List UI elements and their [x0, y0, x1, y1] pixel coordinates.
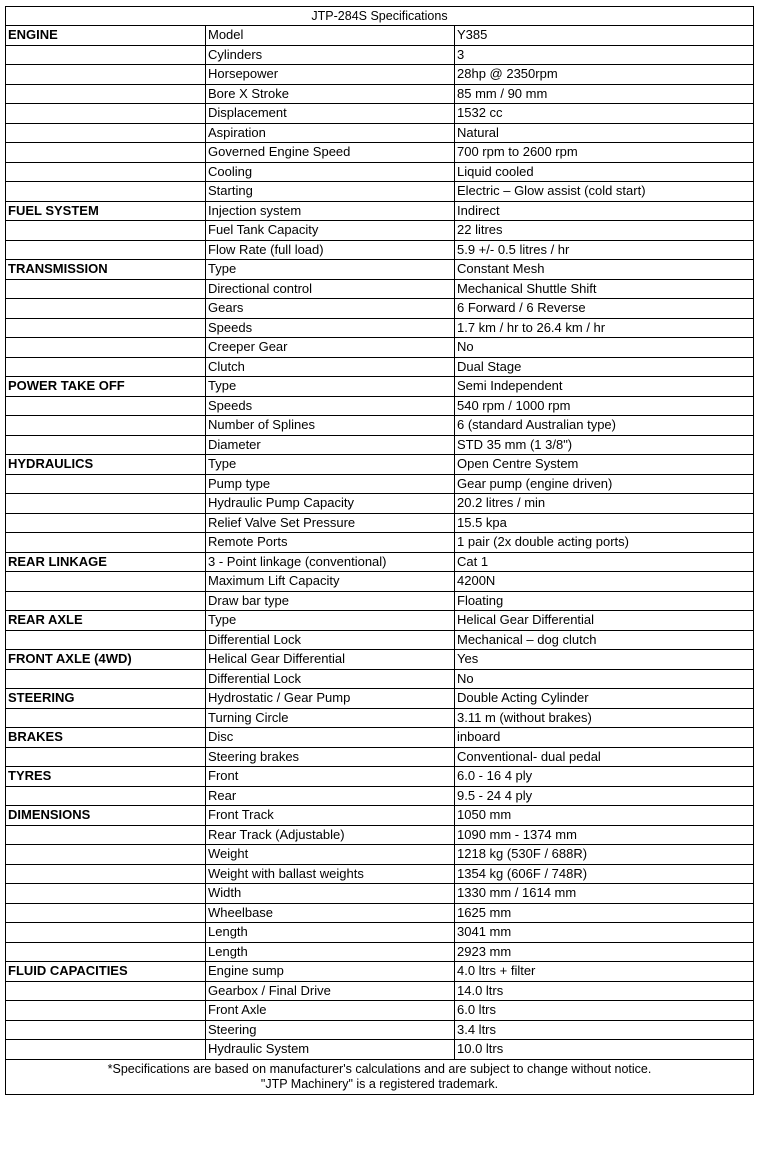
category-cell-empty	[6, 474, 206, 494]
spec-label: Gearbox / Final Drive	[206, 981, 455, 1001]
spec-label: Wheelbase	[206, 903, 455, 923]
category-cell-empty	[6, 747, 206, 767]
spec-label: Pump type	[206, 474, 455, 494]
spec-value: Double Acting Cylinder	[455, 689, 754, 709]
spec-value: 9.5 - 24 4 ply	[455, 786, 754, 806]
spec-value: 5.9 +/- 0.5 litres / hr	[455, 240, 754, 260]
spec-label: Differential Lock	[206, 630, 455, 650]
category-cell-empty	[6, 533, 206, 553]
spec-row	[6, 1040, 754, 1060]
spec-value: 3041 mm	[455, 923, 754, 943]
category-label: HYDRAULICS	[6, 455, 206, 475]
spec-row	[6, 962, 754, 982]
spec-label: 3 - Point linkage (conventional)	[206, 552, 455, 572]
spec-row	[6, 182, 754, 202]
category-label: TRANSMISSION	[6, 260, 206, 280]
category-cell-empty	[6, 240, 206, 260]
spec-row	[6, 591, 754, 611]
spec-value: 700 rpm to 2600 rpm	[455, 143, 754, 163]
spec-row	[6, 65, 754, 85]
spec-value: 2923 mm	[455, 942, 754, 962]
spec-label: Horsepower	[206, 65, 455, 85]
category-cell-empty	[6, 864, 206, 884]
category-cell-empty	[6, 1020, 206, 1040]
spec-row	[6, 396, 754, 416]
category-cell-empty	[6, 942, 206, 962]
spec-label: Steering brakes	[206, 747, 455, 767]
spec-value: Y385	[455, 26, 754, 46]
spec-row	[6, 552, 754, 572]
category-label: FRONT AXLE (4WD)	[6, 650, 206, 670]
spec-value: Mechanical – dog clutch	[455, 630, 754, 650]
spec-row	[6, 923, 754, 943]
spec-label: Weight with ballast weights	[206, 864, 455, 884]
footnote	[6, 1059, 754, 1094]
spec-label: Speeds	[206, 318, 455, 338]
spec-row	[6, 650, 754, 670]
spec-row	[6, 669, 754, 689]
spec-value: 1.7 km / hr to 26.4 km / hr	[455, 318, 754, 338]
spec-value: 14.0 ltrs	[455, 981, 754, 1001]
spec-row	[6, 221, 754, 241]
spec-label: Aspiration	[206, 123, 455, 143]
category-cell-empty	[6, 786, 206, 806]
spec-value: 6.0 ltrs	[455, 1001, 754, 1021]
spec-label: Draw bar type	[206, 591, 455, 611]
spec-value: 1330 mm / 1614 mm	[455, 884, 754, 904]
spec-row	[6, 728, 754, 748]
category-cell-empty	[6, 357, 206, 377]
category-cell-empty	[6, 1040, 206, 1060]
category-cell-empty	[6, 884, 206, 904]
spec-label: Steering	[206, 1020, 455, 1040]
category-cell-empty	[6, 903, 206, 923]
spec-row	[6, 806, 754, 826]
spec-value: Helical Gear Differential	[455, 611, 754, 631]
spec-label: Type	[206, 377, 455, 397]
spec-label: Type	[206, 611, 455, 631]
spec-label: Displacement	[206, 104, 455, 124]
spec-value: Floating	[455, 591, 754, 611]
spec-table	[5, 6, 754, 1095]
category-cell-empty	[6, 923, 206, 943]
category-cell-empty	[6, 708, 206, 728]
spec-label: Fuel Tank Capacity	[206, 221, 455, 241]
category-label: ENGINE	[6, 26, 206, 46]
spec-row	[6, 84, 754, 104]
spec-value: 4200N	[455, 572, 754, 592]
spec-label: Clutch	[206, 357, 455, 377]
spec-value: inboard	[455, 728, 754, 748]
category-cell-empty	[6, 416, 206, 436]
spec-label: Weight	[206, 845, 455, 865]
spec-row	[6, 416, 754, 436]
spec-label: Creeper Gear	[206, 338, 455, 358]
spec-row	[6, 767, 754, 787]
category-cell-empty	[6, 104, 206, 124]
category-cell-empty	[6, 279, 206, 299]
spec-row	[6, 104, 754, 124]
spec-value: Natural	[455, 123, 754, 143]
spec-value: 3	[455, 45, 754, 65]
spec-row	[6, 299, 754, 319]
category-label: STEERING	[6, 689, 206, 709]
spec-label: Differential Lock	[206, 669, 455, 689]
spec-label: Front	[206, 767, 455, 787]
category-cell-empty	[6, 825, 206, 845]
spec-sheet	[5, 6, 754, 1095]
spec-row	[6, 474, 754, 494]
spec-value: 22 litres	[455, 221, 754, 241]
spec-row	[6, 201, 754, 221]
category-cell-empty	[6, 435, 206, 455]
spec-value: Dual Stage	[455, 357, 754, 377]
spec-label: Number of Splines	[206, 416, 455, 436]
category-cell-empty	[6, 123, 206, 143]
spec-label: Front Axle	[206, 1001, 455, 1021]
spec-value: STD 35 mm (1 3/8")	[455, 435, 754, 455]
spec-row	[6, 1020, 754, 1040]
spec-value: 1 pair (2x double acting ports)	[455, 533, 754, 553]
category-cell-empty	[6, 318, 206, 338]
category-cell-empty	[6, 981, 206, 1001]
spec-row	[6, 45, 754, 65]
spec-label: Width	[206, 884, 455, 904]
spec-row	[6, 143, 754, 163]
category-cell-empty	[6, 630, 206, 650]
footnote-disclaimer: *Specifications are based on manufacturer's calculations and are subject to change without notice.	[107, 1061, 652, 1076]
category-label: BRAKES	[6, 728, 206, 748]
spec-value: 6.0 - 16 4 ply	[455, 767, 754, 787]
spec-value: 1532 cc	[455, 104, 754, 124]
spec-value: Semi Independent	[455, 377, 754, 397]
spec-label: Type	[206, 455, 455, 475]
spec-label: Hydrostatic / Gear Pump	[206, 689, 455, 709]
category-cell-empty	[6, 65, 206, 85]
spec-row	[6, 533, 754, 553]
spec-value: 1354 kg (606F / 748R)	[455, 864, 754, 884]
spec-label: Starting	[206, 182, 455, 202]
spec-value: Cat 1	[455, 552, 754, 572]
spec-value: Electric – Glow assist (cold start)	[455, 182, 754, 202]
spec-row	[6, 260, 754, 280]
category-cell-empty	[6, 84, 206, 104]
category-cell-empty	[6, 162, 206, 182]
spec-label: Governed Engine Speed	[206, 143, 455, 163]
category-cell-empty	[6, 572, 206, 592]
spec-value: 4.0 ltrs + filter	[455, 962, 754, 982]
spec-label: Type	[206, 260, 455, 280]
spec-row	[6, 689, 754, 709]
spec-row	[6, 630, 754, 650]
spec-label: Model	[206, 26, 455, 46]
category-cell-empty	[6, 513, 206, 533]
category-cell-empty	[6, 1001, 206, 1021]
category-label: REAR AXLE	[6, 611, 206, 631]
spec-row	[6, 338, 754, 358]
spec-value: No	[455, 669, 754, 689]
spec-label: Hydraulic Pump Capacity	[206, 494, 455, 514]
spec-value: 1090 mm - 1374 mm	[455, 825, 754, 845]
spec-value: 1625 mm	[455, 903, 754, 923]
spec-label: Turning Circle	[206, 708, 455, 728]
spec-row	[6, 513, 754, 533]
spec-label: Length	[206, 942, 455, 962]
spec-label: Injection system	[206, 201, 455, 221]
spec-row	[6, 26, 754, 46]
category-cell-empty	[6, 143, 206, 163]
spec-row	[6, 572, 754, 592]
spec-row	[6, 845, 754, 865]
category-cell-empty	[6, 845, 206, 865]
category-cell-empty	[6, 338, 206, 358]
spec-value: Open Centre System	[455, 455, 754, 475]
spec-label: Directional control	[206, 279, 455, 299]
category-cell-empty	[6, 396, 206, 416]
spec-label: Diameter	[206, 435, 455, 455]
spec-label: Speeds	[206, 396, 455, 416]
spec-row	[6, 377, 754, 397]
spec-row	[6, 747, 754, 767]
spec-label: Relief Valve Set Pressure	[206, 513, 455, 533]
category-label: FLUID CAPACITIES	[6, 962, 206, 982]
spec-value: 28hp @ 2350rpm	[455, 65, 754, 85]
spec-value: 3.4 ltrs	[455, 1020, 754, 1040]
spec-row	[6, 786, 754, 806]
spec-label: Gears	[206, 299, 455, 319]
category-label: REAR LINKAGE	[6, 552, 206, 572]
category-label: FUEL SYSTEM	[6, 201, 206, 221]
spec-label: Disc	[206, 728, 455, 748]
spec-value: Liquid cooled	[455, 162, 754, 182]
spec-value: 540 rpm / 1000 rpm	[455, 396, 754, 416]
spec-value: 20.2 litres / min	[455, 494, 754, 514]
spec-row	[6, 708, 754, 728]
category-cell-empty	[6, 494, 206, 514]
table-title: JTP-284S Specifications	[6, 7, 754, 26]
spec-row	[6, 279, 754, 299]
spec-row	[6, 162, 754, 182]
spec-row	[6, 455, 754, 475]
spec-row	[6, 611, 754, 631]
spec-row	[6, 884, 754, 904]
spec-label: Engine sump	[206, 962, 455, 982]
spec-value: 85 mm / 90 mm	[455, 84, 754, 104]
spec-value: 1050 mm	[455, 806, 754, 826]
spec-value: 1218 kg (530F / 688R)	[455, 845, 754, 865]
spec-value: 10.0 ltrs	[455, 1040, 754, 1060]
spec-row	[6, 435, 754, 455]
footnote-trademark: "JTP Machinery" is a registered trademark.	[260, 1076, 499, 1091]
spec-row	[6, 981, 754, 1001]
spec-value: Conventional- dual pedal	[455, 747, 754, 767]
spec-row	[6, 357, 754, 377]
spec-row	[6, 240, 754, 260]
spec-value: Gear pump (engine driven)	[455, 474, 754, 494]
category-label: TYRES	[6, 767, 206, 787]
category-label: DIMENSIONS	[6, 806, 206, 826]
spec-value: Constant Mesh	[455, 260, 754, 280]
spec-value: 6 (standard Australian type)	[455, 416, 754, 436]
category-label: POWER TAKE OFF	[6, 377, 206, 397]
spec-label: Rear Track (Adjustable)	[206, 825, 455, 845]
spec-label: Remote Ports	[206, 533, 455, 553]
spec-row	[6, 903, 754, 923]
spec-label: Bore X Stroke	[206, 84, 455, 104]
category-cell-empty	[6, 669, 206, 689]
spec-row	[6, 825, 754, 845]
spec-row	[6, 318, 754, 338]
spec-label: Length	[206, 923, 455, 943]
spec-label: Maximum Lift Capacity	[206, 572, 455, 592]
spec-value: No	[455, 338, 754, 358]
spec-row	[6, 494, 754, 514]
spec-label: Hydraulic System	[206, 1040, 455, 1060]
spec-row	[6, 123, 754, 143]
spec-value: Indirect	[455, 201, 754, 221]
spec-value: Mechanical Shuttle Shift	[455, 279, 754, 299]
spec-value: Yes	[455, 650, 754, 670]
spec-label: Rear	[206, 786, 455, 806]
category-cell-empty	[6, 221, 206, 241]
spec-label: Helical Gear Differential	[206, 650, 455, 670]
category-cell-empty	[6, 299, 206, 319]
spec-table-body	[6, 7, 754, 1060]
spec-value: 6 Forward / 6 Reverse	[455, 299, 754, 319]
spec-row	[6, 1001, 754, 1021]
spec-row	[6, 942, 754, 962]
spec-label: Front Track	[206, 806, 455, 826]
spec-label: Cooling	[206, 162, 455, 182]
spec-label: Cylinders	[206, 45, 455, 65]
category-cell-empty	[6, 45, 206, 65]
footnote-row	[6, 1059, 754, 1094]
spec-label: Flow Rate (full load)	[206, 240, 455, 260]
spec-value: 15.5 kpa	[455, 513, 754, 533]
spec-value: 3.11 m (without brakes)	[455, 708, 754, 728]
spec-row	[6, 864, 754, 884]
category-cell-empty	[6, 591, 206, 611]
category-cell-empty	[6, 182, 206, 202]
title-row	[6, 7, 754, 26]
